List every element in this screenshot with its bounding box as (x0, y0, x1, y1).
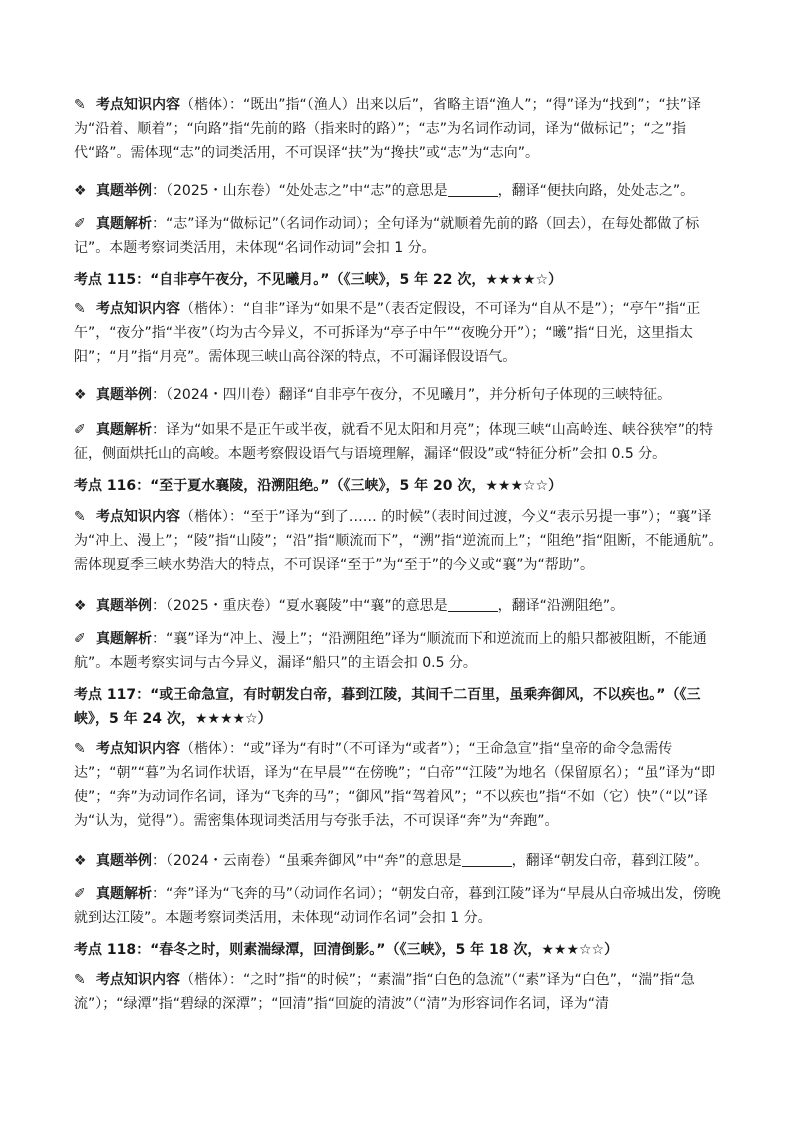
diamond-icon: ❖ (74, 853, 87, 869)
ruler-pencil-icon: ✐ (74, 631, 86, 647)
knowledge-font-note: （楷体） (180, 301, 229, 317)
pencil-icon: ✎ (74, 301, 86, 317)
answer-blank (448, 182, 498, 197)
topic-heading-text: 考点 116：“至于夏水襄陵，沿溯阻绝。”（《三峡》，5 年 20 次，★★★☆☆） (74, 478, 563, 494)
ruler-pencil-icon: ✐ (74, 216, 86, 232)
analysis-label: 真题解析 (96, 216, 152, 232)
example-block (74, 383, 728, 407)
ruler-pencil-icon: ✐ (74, 422, 86, 438)
analysis-block (74, 627, 728, 675)
knowledge-block (74, 297, 728, 369)
example-label: 真题举例 (96, 598, 152, 614)
answer-blank (462, 852, 512, 867)
example-label: 真题举例 (96, 387, 152, 403)
knowledge-text: ：“自非”译为“如果不是”（表否定假设，不可译为“自从不是”）；“亭午”指“正午”，“夜分”指“半夜”（均为古今异义，不可拆译为“亭子中午”“夜晚分开”）；“曦”指“日光，这里指太阳”；“月”指“月亮”。需体现三峡山高谷深的特点，不可漏译假设语气。 (74, 301, 701, 365)
knowledge-block (74, 93, 728, 165)
diamond-icon: ❖ (74, 183, 87, 199)
analysis-text: ：“襄”译为“冲上、漫上”；“沿溯阻绝”译为“顺流而下和逆流而上的船只都被阻断，不能通航”。本题考察实词与古今异义，漏译“船只”的主语会扣 0.5 分。 (74, 631, 707, 671)
pencil-icon: ✎ (74, 509, 86, 525)
pencil-icon: ✎ (74, 97, 86, 113)
analysis-text: ：译为“如果不是正午或半夜，就看不见太阳和月亮”；体现三峡“山高岭连、峡谷狭窄”的特征，侧面烘托山的高峻。本题考察假设语气与语境理解，漏译“假设”或“特征分析”会扣 0.5 分。 (74, 422, 714, 462)
example-label: 真题举例 (96, 183, 152, 199)
knowledge-label: 考点知识内容 (96, 741, 180, 757)
example-text: ：（2024・云南卷）“虽乘奔御风”中“奔”的意思是 (152, 853, 462, 869)
topic-heading (74, 938, 728, 962)
knowledge-font-note: （楷体） (180, 741, 229, 757)
analysis-label: 真题解析 (96, 886, 152, 902)
topic-heading-text: 考点 115：“自非亭午夜分，不见曦月。”（《三峡》，5 年 22 次，★★★★☆） (74, 272, 563, 288)
analysis-text: ：“志”译为“做标记”（名词作动词）；全句译为“就顺着先前的路（回去），在每处都做了标记”。本题考察词类活用，未体现“名词作动词”会扣 1 分。 (74, 216, 700, 256)
topic-heading-text: 考点 117：“或王命急宣，有时朝发白帝，暮到江陵，其间千二百里，虽乘奔御风，不以疾也。”（《三峡》，5 年 24 次，★★★★☆） (74, 687, 701, 727)
answer-blank (448, 597, 498, 612)
knowledge-label: 考点知识内容 (96, 97, 180, 113)
example-text: ：（2024・四川卷）翻译“自非亭午夜分，不见曦月”，并分析句子体现的三峡特征。 (152, 387, 672, 403)
analysis-label: 真题解析 (96, 631, 152, 647)
example-label: 真题举例 (96, 853, 152, 869)
topic-heading (74, 268, 728, 292)
knowledge-block (74, 505, 728, 577)
diamond-icon: ❖ (74, 387, 87, 403)
example-block (74, 179, 728, 203)
knowledge-font-note: （楷体） (180, 97, 229, 113)
knowledge-label: 考点知识内容 (96, 301, 180, 317)
pencil-icon: ✎ (74, 972, 86, 988)
example-text: ：（2025・山东卷）“处处志之”中“志”的意思是 (152, 183, 448, 199)
ruler-pencil-icon: ✐ (74, 886, 86, 902)
knowledge-text: ：“既出”指“（渔人）出来以后”，省略主语“渔人”；“得”译为“找到”；“扶”译为“沿着、顺着”；“向路”指“先前的路（指来时的路）”；“志”为名词作动词，译为“做标记”；“之”指代“路”。需体现“志”的词类活用，不可误译“扶”为“搀扶”或“志”为“志向”。 (74, 97, 702, 161)
example-block (74, 849, 728, 873)
knowledge-text: ：“或”译为“有时”（不可译为“或者”）；“王命急宣”指“皇帝的命令急需传达”；“朝”“暮”为名词作状语，译为“在早晨”“在傍晚”；“白帝”“江陵”为地名（保留原名）；“虽”译为“即使”；“奔”为动词作名词，译为“飞奔的马”；“御风”指“驾着风”；“不以疾也”指“不如（它）快”（“以”译为“认为，觉得”）。需密集体现词类活用与夸张手法，不可误译“奔”为“奔跑”。 (74, 741, 716, 829)
analysis-block (74, 882, 728, 930)
analysis-text: ：“奔”译为“飞奔的马”（动词作名词）；“朝发白帝，暮到江陵”译为“早晨从白帝城出发，傍晚就到达江陵”。本题考察词类活用，未体现“动词作名词”会扣 1 分。 (74, 886, 721, 926)
topic-heading (74, 683, 728, 731)
topic-heading (74, 474, 728, 498)
example-text: ：（2025・重庆卷）“夏水襄陵”中“襄”的意思是 (152, 598, 448, 614)
example-text-after: ，翻译“便扶向路，处处志之”。 (497, 183, 695, 199)
example-text-after: ，翻译“沿溯阻绝”。 (497, 598, 625, 614)
example-block (74, 594, 728, 618)
knowledge-label: 考点知识内容 (96, 972, 180, 988)
knowledge-font-note: （楷体） (180, 509, 229, 525)
diamond-icon: ❖ (74, 598, 87, 614)
knowledge-font-note: （楷体） (180, 972, 229, 988)
knowledge-block (74, 968, 728, 1016)
pencil-icon: ✎ (74, 741, 86, 757)
knowledge-text: ：“至于”译为“到了…… 的时候”（表时间过渡，今义“表示另提一事”）；“襄”译为“冲上、漫上”；“陵”指“山陵”；“沿”指“顺流而下”，“溯”指“逆流而上”；“阻绝”指“阻断，不能通航”。需体现夏季三峡水势浩大的特点，不可误译“至于”为“至于”的今义或“襄”为“帮助”。 (74, 509, 723, 573)
analysis-block (74, 418, 728, 466)
knowledge-text: ：“之时”指“的时候”；“素湍”指“白色的急流”（“素”译为“白色”，“湍”指“急流”）；“绿潭”指“碧绿的深潭”；“回清”指“回旋的清波”（“清”为形容词作名词，译为“清 (74, 972, 695, 1012)
topic-heading-text: 考点 118：“春冬之时，则素湍绿潭，回清倒影。”（《三峡》，5 年 18 次，★★★☆☆） (74, 942, 619, 958)
analysis-label: 真题解析 (96, 422, 152, 438)
knowledge-label: 考点知识内容 (96, 509, 180, 525)
analysis-block (74, 212, 728, 260)
example-text-after: ，翻译“朝发白帝，暮到江陵”。 (511, 853, 709, 869)
knowledge-block (74, 737, 728, 833)
